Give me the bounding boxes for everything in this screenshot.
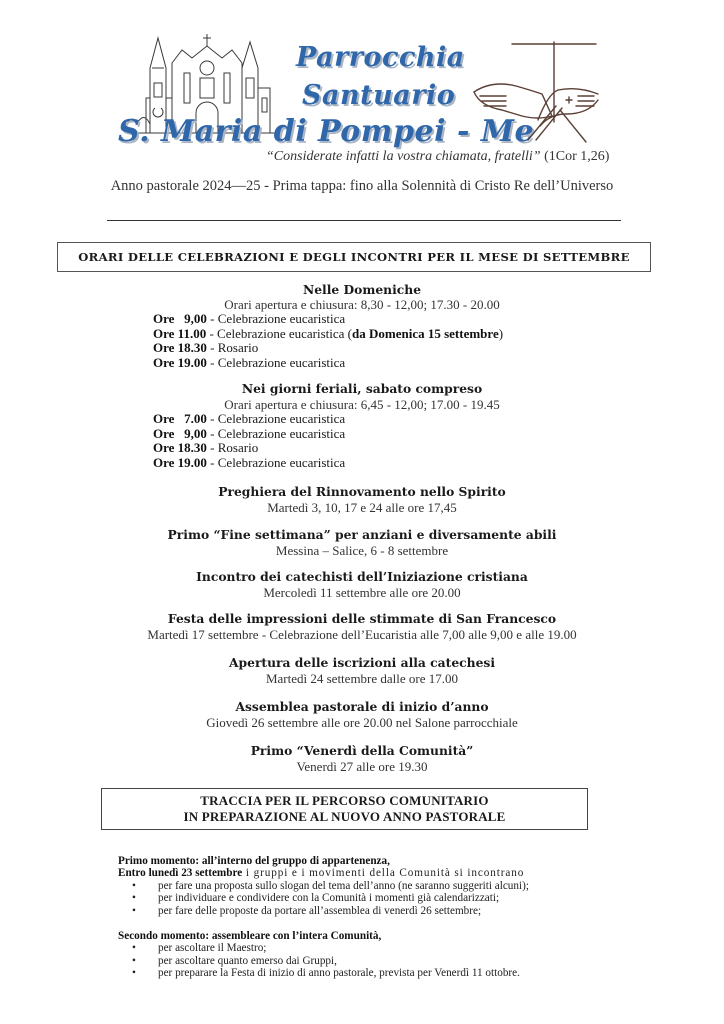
- event-title: Apertura delle iscrizioni alla catechesi: [228, 655, 495, 670]
- motto-quote: “Considerate infatti la vostra chiamata, fratelli”: [266, 149, 541, 164]
- event-title: Festa delle impressioni delle stimmate di San Francesco: [167, 611, 557, 626]
- weekdays-title: Nei giorni feriali, sabato compreso: [241, 381, 483, 396]
- schedule-row: Ore 19.00 - Celebrazione eucaristica: [153, 354, 346, 370]
- list-item: • per fare delle proposte da portare all’assemblea di venerdì 26 settembre;: [148, 905, 529, 917]
- second-moment-list: [118, 942, 520, 979]
- event-detail: Martedì 3, 10, 17 e 24 alle ore 17,45: [267, 500, 457, 515]
- cross-and-hands-emblem-icon: [460, 30, 600, 145]
- list-item: • per ascoltare quanto emerso dai Gruppi,: [148, 955, 520, 967]
- event-detail: Giovedì 26 settembre alle ore 20.00 nel Salone parrocchiale: [206, 715, 518, 730]
- event-detail: Venerdì 27 alle ore 19.30: [296, 759, 428, 774]
- sundays-title: Nelle Domeniche: [302, 282, 422, 297]
- pastoral-path-title-line1: TRACCIA PER IL PERCORSO COMUNITARIO: [200, 793, 489, 808]
- schedule-title-box: [57, 242, 651, 272]
- event-title: Assemblea pastorale di inizio d’anno: [235, 699, 489, 714]
- sundays-opening-hours: Orari apertura e chiusura: 8,30 - 12,00; 17.30 - 20.00: [224, 297, 500, 312]
- schedule-row: Ore 9,00 - Celebrazione eucaristica: [153, 425, 346, 441]
- list-item: • per individuare e condividere con la Comunità i momenti già calendarizzati;: [148, 892, 529, 904]
- header-divider: [107, 220, 621, 221]
- event-detail: Martedì 24 settembre dalle ore 17.00: [265, 671, 459, 686]
- schedule-title: ORARI DELLE CELEBRAZIONI E DEGLI INCONTRI PER IL MESE DI SETTEMBRE: [78, 250, 630, 264]
- schedule-row: Ore 11.00 - Celebrazione eucaristica (da Domenica 15 settembre): [153, 325, 504, 341]
- event-title: Incontro dei catechisti dell’Iniziazione cristiana: [196, 569, 528, 584]
- first-moment-title: Primo momento: all’interno del gruppo di appartenenza,: [118, 855, 390, 867]
- first-moment-deadline: Entro lunedì 23 settembre: [118, 867, 243, 880]
- logo-parish-label: Parrocchia: [296, 42, 465, 73]
- pastoral-path-title-box: [101, 788, 588, 830]
- list-item: • per ascoltare il Maestro;: [148, 942, 520, 954]
- pastoral-year-subtitle: Anno pastorale 2024—25 - Prima tappa: fino alla Solennità di Cristo Re dell’Universo: [110, 178, 614, 194]
- weekdays-schedule: [153, 412, 345, 470]
- first-moment-section: [118, 855, 529, 917]
- scripture-motto: [266, 149, 609, 165]
- schedule-row: Ore 19.00 - Celebrazione eucaristica: [153, 454, 346, 470]
- motto-reference: (1Cor 1,26): [540, 149, 610, 164]
- second-moment-title: Secondo momento: assembleare con l’intera Comunità,: [118, 930, 382, 942]
- list-item: • per fare una proposta sullo slogan del tema dell’anno (ne saranno suggeriti alcuni);: [148, 880, 529, 892]
- schedule-row: Ore 18.30 - Rosario: [153, 440, 259, 456]
- sundays-schedule: [153, 312, 503, 370]
- event-detail: Martedì 17 settembre - Celebrazione dell’Eucaristia alle 7,00 alle 9,00 e alle 19.00: [147, 627, 577, 642]
- first-moment-list: [118, 880, 529, 917]
- schedule-row: Ore 18.30 - Rosario: [153, 340, 259, 356]
- schedule-row: Ore 9,00 - Celebrazione eucaristica: [153, 311, 346, 326]
- event-title: Primo “Venerdì della Comunità”: [250, 743, 474, 758]
- event-detail: Messina – Salice, 6 - 8 settembre: [275, 543, 449, 558]
- pastoral-path-title-line2: IN PREPARAZIONE AL NUOVO ANNO PASTORALE: [183, 809, 506, 824]
- event-title: Primo “Fine settimana” per anziani e diversamente abili: [167, 527, 557, 542]
- logo-sanctuary-label: Santuario: [302, 80, 456, 111]
- event-title: Preghiera del Rinnovamento nello Spirito: [218, 484, 506, 499]
- schedule-row: Ore 7.00 - Celebrazione eucaristica: [153, 411, 346, 426]
- list-item: • per preparare la Festa di inizio di anno pastorale, prevista per Venerdì 11 ottobre.: [148, 967, 520, 979]
- event-detail: Mercoledì 11 settembre alle ore 20.00: [263, 585, 461, 600]
- schedule-note: da Domenica 15 settembre: [352, 325, 499, 341]
- logo-parish-name: S. Maria di Pompei - Me: [118, 114, 535, 149]
- second-moment-section: [118, 930, 520, 980]
- weekdays-opening-hours: Orari apertura e chiusura: 6,45 - 12,00; 17.00 - 19.45: [224, 397, 500, 412]
- first-moment-intro: i gruppi e i movimenti della Comunità si incontrano: [242, 867, 525, 880]
